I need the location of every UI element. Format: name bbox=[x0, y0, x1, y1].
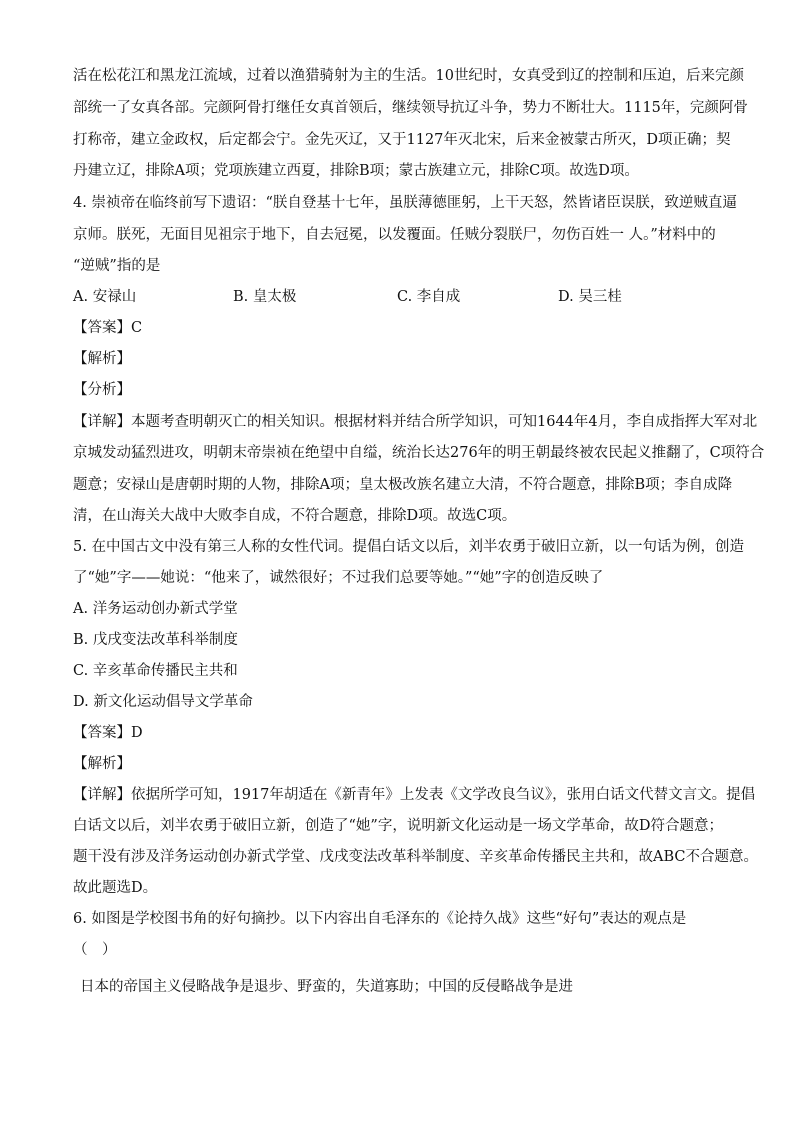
explanation-line: 故此题选D。 bbox=[73, 880, 158, 896]
analysis-label: 【解析】 bbox=[73, 351, 131, 367]
explanation-line: 【详解】依据所学可知，1917年胡适在《新青年》上发表《文学改良刍议》，张用白话文代替文言文。提倡 bbox=[73, 787, 756, 803]
question-4-stem: “逆贼”指的是 bbox=[73, 258, 161, 274]
text-line: 打称帝，建立金政权，后定都会宁。金先灭辽，又于1127年灭北宋，后来金被蒙古所灭，D项正确；契 bbox=[73, 132, 731, 148]
analysis-label: 【解析】 bbox=[73, 756, 131, 772]
analysis-sub-label: 【分析】 bbox=[73, 382, 131, 398]
question-4-stem: 京师。朕死，无面目见祖宗于地下，自去冠冕，以发覆面。任贼分裂朕尸，勿伤百姓一 人。”材料中的 bbox=[73, 227, 716, 243]
answer-label: 【答案】C bbox=[73, 320, 143, 336]
text-line: 丹建立辽，排除A项；党项族建立西夏，排除B项；蒙古族建立元，排除C项。故选D项。 bbox=[73, 163, 639, 179]
question-6-stem: 6. 如图是学校图书角的好句摘抄。以下内容出自毛泽东的《论持久战》这些“好句”表达的观点是 bbox=[73, 911, 687, 927]
explanation-line: 清，在山海关大战中大败李自成，不符合题意，排除D项。故选C项。 bbox=[73, 508, 517, 524]
explanation-line: 【详解】本题考查明朝灭亡的相关知识。根据材料并结合所学知识，可知1644年4月，李自成指挥大军对北 bbox=[73, 414, 758, 430]
explanation-line: 题意；安禄山是唐朝时期的人物，排除A项；皇太极改族名建立大清，不符合题意，排除B项；李自成降 bbox=[73, 477, 733, 493]
question-6-blank: （ ） bbox=[73, 942, 117, 958]
question-5-stem: 5. 在中国古文中没有第三人称的女性代词。提倡白话文以后，刘半农勇于破旧立新，以一句话为例，创造 bbox=[73, 539, 744, 555]
answer-label: 【答案】D bbox=[73, 725, 143, 741]
text-line: 活在松花江和黑龙江流域，过着以渔猎骑射为主的生活。10世纪时，女真受到辽的控制和压迫，后来完颜 bbox=[73, 68, 744, 84]
text-line: 部统一了女真各部。完颜阿骨打继任女真首领后，继续领导抗辽斗争，势力不断壮大。1115年，完颜阿骨 bbox=[73, 100, 748, 116]
question-5-stem: 了“她”字——她说：“他来了，诚然很好；不过我们总要等她。”“她”字的创造反映了 bbox=[73, 570, 604, 586]
explanation-line: 京城发动猛烈进攻，明朝末帝崇祯在绝望中自缢，统治长达276年的明王朝最终被农民起义推翻了，C项符合 bbox=[73, 445, 765, 461]
q5-option-a: A. 洋务运动创办新式学堂 bbox=[73, 601, 238, 617]
quote-box-text: 日本的帝国主义侵略战争是退步、野蛮的，失道寡助；中国的反侵略战争是进 bbox=[80, 979, 573, 995]
q4-option-c: C. 李自成 bbox=[397, 289, 461, 305]
q4-option-b: B. 皇太极 bbox=[233, 289, 297, 305]
explanation-line: 题干没有涉及洋务运动创办新式学堂、戊戌变法改革科举制度、辛亥革命传播民主共和，故ABC不合题意。 bbox=[73, 849, 758, 865]
q4-option-a: A. 安禄山 bbox=[73, 289, 137, 305]
q4-option-d: D. 吴三桂 bbox=[558, 289, 622, 305]
q5-option-c: C. 辛亥革命传播民主共和 bbox=[73, 663, 238, 679]
q5-option-b: B. 戊戌变法改革科举制度 bbox=[73, 632, 238, 648]
explanation-line: 白话文以后，刘半农勇于破旧立新，创造了“她”字，说明新文化运动是一场文学革命，故D符合题意； bbox=[73, 818, 723, 834]
question-4-stem: 4. 崇祯帝在临终前写下遗诏：“朕自登基十七年，虽朕薄德匪躬，上干天怒，然皆诸臣误朕，致逆贼直逼 bbox=[73, 195, 737, 211]
q5-option-d: D. 新文化运动倡导文学革命 bbox=[73, 694, 253, 710]
